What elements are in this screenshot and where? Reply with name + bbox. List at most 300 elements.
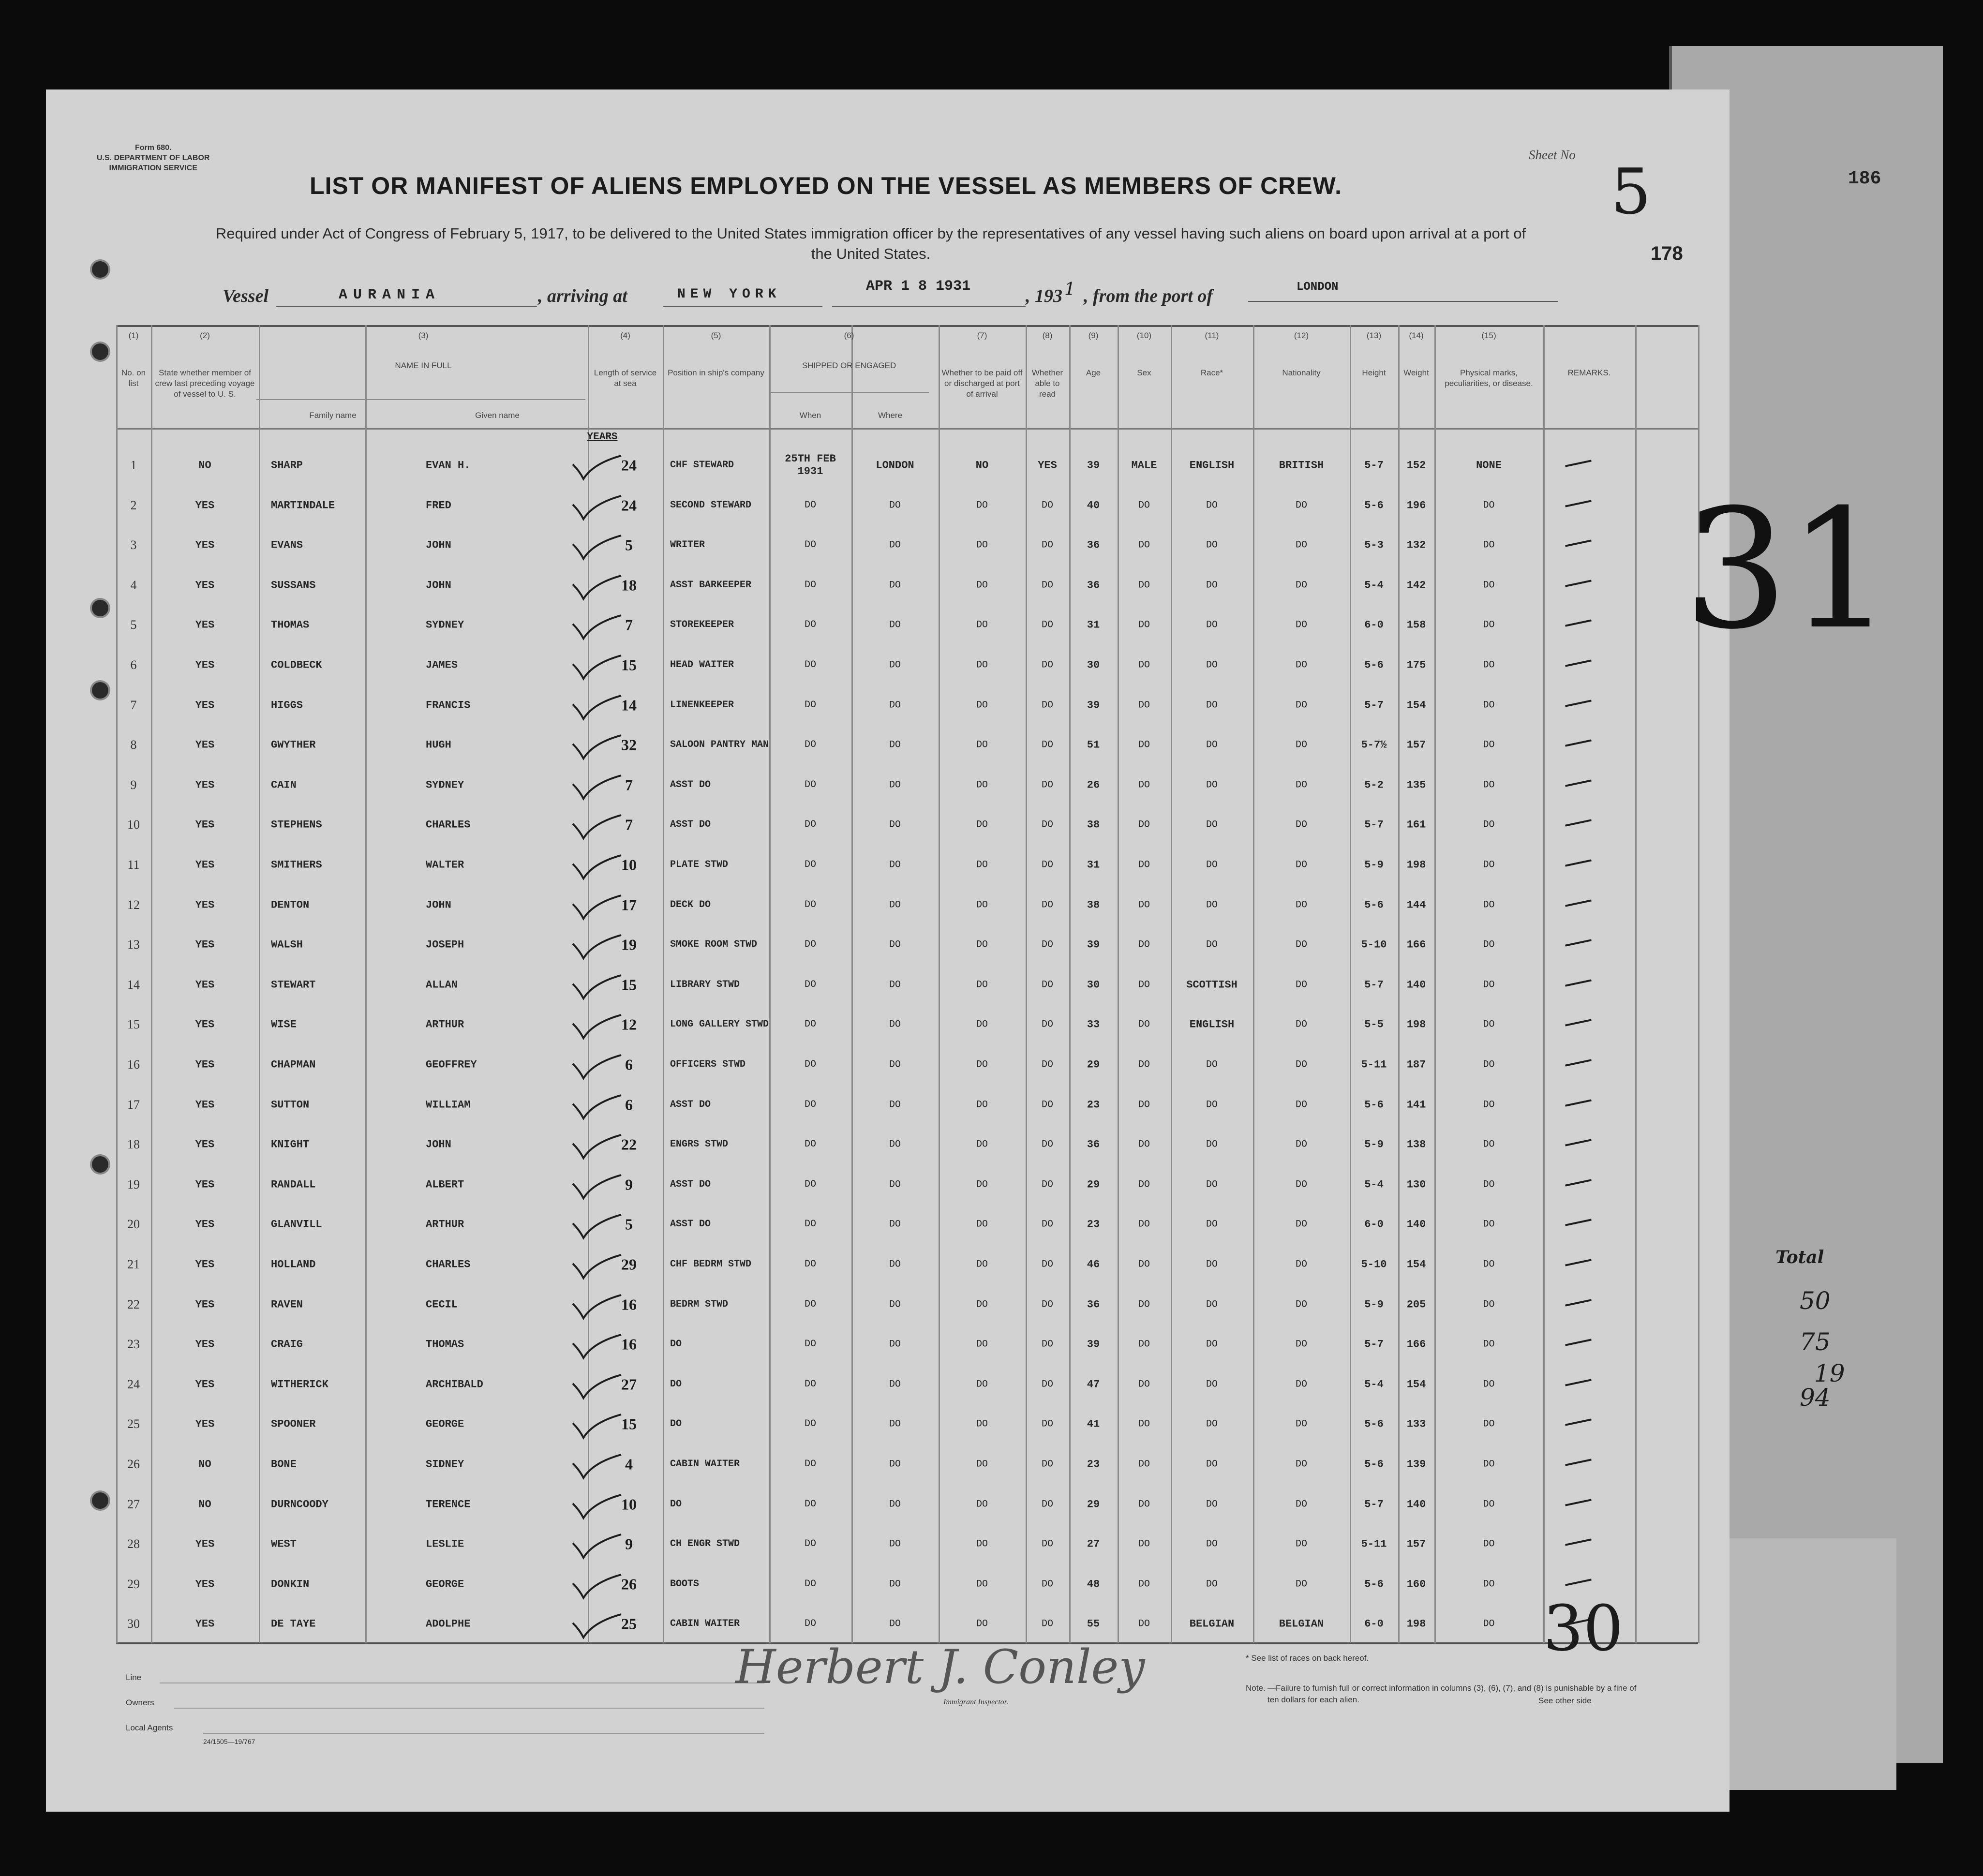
cell-weight: 140 — [1406, 979, 1426, 991]
cell-no: 21 — [127, 1257, 140, 1271]
cell-read: DO — [1041, 700, 1053, 711]
cell-sex: DO — [1138, 1459, 1150, 1470]
cell-weight: 139 — [1406, 1458, 1426, 1471]
cell-sex: DO — [1138, 659, 1150, 671]
column-number: (13) — [1366, 331, 1382, 340]
cell-age: 29 — [1087, 1058, 1100, 1071]
page-number: 178 — [1651, 243, 1683, 264]
cell-age: 30 — [1087, 979, 1100, 991]
cell-where: DO — [889, 1299, 901, 1310]
cell-age: 39 — [1087, 459, 1100, 472]
cell-when: DO — [804, 1459, 816, 1470]
cell-height: 5-6 — [1364, 899, 1384, 911]
cell-where: DO — [889, 659, 901, 671]
cell-family: WISE — [271, 1018, 297, 1031]
cell-where: DO — [889, 1618, 901, 1630]
cell-weight: 152 — [1406, 459, 1426, 472]
cell-when: DO — [804, 499, 816, 511]
punch-hole — [92, 343, 108, 360]
cell-nationality: DO — [1295, 1219, 1307, 1230]
cell-position: LONG GALLERY STWD — [670, 1019, 769, 1030]
cell-service: 29 — [621, 1255, 637, 1273]
cell-sex: DO — [1138, 1339, 1150, 1350]
cell-age: 36 — [1087, 579, 1100, 592]
cell-position: STOREKEEPER — [670, 619, 734, 631]
cell-read: YES — [1038, 459, 1057, 472]
cell-height: 5-6 — [1364, 1578, 1384, 1591]
cell-race: DO — [1206, 779, 1218, 791]
cell-age: 38 — [1087, 899, 1100, 911]
cell-race: DO — [1206, 739, 1218, 751]
cell-service: 5 — [625, 536, 633, 554]
cell-service: 5 — [625, 1215, 633, 1233]
cell-given: CHARLES — [426, 1258, 471, 1271]
cell-prev: YES — [195, 619, 215, 631]
column-header: Height — [1362, 368, 1386, 377]
cell-when: DO — [804, 1418, 816, 1430]
cell-where: DO — [889, 1059, 901, 1071]
cell-sex: DO — [1138, 1099, 1150, 1111]
cell-marks: DO — [1483, 1499, 1495, 1510]
cell-no: 17 — [127, 1097, 140, 1112]
check-mark-icon — [571, 654, 624, 683]
cell-position: CH ENGR STWD — [670, 1538, 740, 1550]
cell-height: 5-4 — [1364, 579, 1384, 592]
from-port: LONDON — [1297, 281, 1339, 294]
column-subheader: When — [799, 411, 821, 420]
cell-weight: 157 — [1406, 1538, 1426, 1550]
total-value-3: 19 — [1814, 1359, 1845, 1387]
cell-race: ENGLISH — [1189, 1018, 1235, 1031]
cell-when: DO — [804, 1339, 816, 1350]
cell-paid: DO — [976, 939, 988, 951]
totals-label: Total — [1775, 1247, 1824, 1267]
cell-given: TERENCE — [426, 1498, 471, 1511]
page-subtitle: Required under Act of Congress of February 5, 1917, to be delivered to the United States immigration officer by the representatives of any vessel having such aliens on board upon arrival at a port of the United States. — [215, 225, 1526, 262]
cell-where: DO — [889, 1099, 901, 1111]
cell-nationality: DO — [1295, 1418, 1307, 1430]
cell-race: DO — [1206, 1099, 1218, 1111]
cell-nationality: DO — [1295, 819, 1307, 831]
cell-given: HUGH — [426, 739, 451, 751]
cell-nationality: DO — [1295, 1499, 1307, 1510]
cell-race: DO — [1206, 539, 1218, 551]
stamp-number: 186 — [1848, 168, 1881, 189]
cell-service: 18 — [621, 576, 637, 594]
cell-given: JOSEPH — [426, 938, 464, 951]
cell-sex: DO — [1138, 899, 1150, 911]
cell-family: BONE — [271, 1458, 297, 1471]
cell-when: DO — [804, 779, 816, 790]
arriving-label: , arriving at — [538, 286, 627, 306]
column-number: (10) — [1136, 331, 1152, 340]
cell-family: RANDALL — [271, 1178, 316, 1191]
cell-weight: 157 — [1406, 739, 1426, 751]
cell-sex: DO — [1138, 700, 1150, 711]
cell-prev: YES — [195, 499, 215, 512]
cell-where: DO — [889, 859, 901, 871]
cell-sex: DO — [1138, 1299, 1150, 1310]
cell-read: DO — [1041, 1179, 1053, 1191]
check-mark-icon — [571, 1453, 624, 1482]
cell-position: ASST BARKEEPER — [670, 579, 752, 591]
column-number: (12) — [1294, 331, 1309, 340]
cell-nationality: DO — [1295, 659, 1307, 671]
cell-read: DO — [1041, 539, 1053, 551]
column-number: (1) — [128, 331, 139, 340]
cell-when: DO — [804, 1059, 816, 1070]
cell-paid: DO — [976, 1019, 988, 1030]
cell-marks: DO — [1483, 500, 1495, 511]
cell-family: CAIN — [271, 779, 297, 791]
cell-no: 29 — [127, 1577, 140, 1591]
cell-family: DONKIN — [271, 1578, 310, 1591]
cell-marks: DO — [1483, 739, 1495, 751]
cell-where: DO — [889, 539, 901, 551]
cell-when: DO — [804, 1099, 816, 1110]
cell-nationality: DO — [1295, 1299, 1307, 1310]
cell-read: DO — [1041, 1538, 1053, 1550]
cell-nationality: DO — [1295, 1139, 1307, 1150]
cell-weight: 140 — [1406, 1498, 1426, 1511]
column-subheader: Given name — [475, 411, 520, 420]
cell-where: DO — [889, 1179, 901, 1191]
cell-prev: YES — [195, 1258, 215, 1271]
cell-position: DO — [670, 1418, 682, 1430]
cell-where: DO — [889, 500, 901, 511]
column-header: No. on list — [121, 368, 146, 388]
vessel-label: Vessel — [223, 286, 268, 306]
cell-read: DO — [1041, 1059, 1053, 1071]
cell-weight: 132 — [1406, 539, 1426, 551]
cell-nationality: DO — [1295, 979, 1307, 991]
cell-prev: YES — [195, 1099, 215, 1111]
cell-nationality: DO — [1295, 1059, 1307, 1071]
cell-where: DO — [889, 1418, 901, 1430]
cell-height: 5-2 — [1364, 779, 1384, 791]
cell-when: DO — [804, 1618, 816, 1630]
column-header: NAME IN FULL — [395, 361, 452, 370]
cell-no: 5 — [130, 618, 137, 632]
cell-age: 29 — [1087, 1178, 1100, 1191]
cell-race: DO — [1206, 1578, 1218, 1590]
cell-race: DO — [1206, 1219, 1218, 1230]
cell-no: 8 — [130, 738, 137, 752]
service: IMMIGRATION SERVICE — [109, 164, 197, 172]
cell-paid: DO — [976, 1618, 988, 1630]
column-header: REMARKS. — [1567, 368, 1611, 377]
cell-given: LESLIE — [426, 1538, 464, 1550]
cell-marks: DO — [1483, 1538, 1495, 1550]
cell-service: 6 — [625, 1096, 633, 1114]
cell-given: ALLAN — [426, 979, 458, 991]
cell-prev: YES — [195, 1578, 215, 1591]
cell-when: DO — [804, 819, 816, 831]
cell-age: 23 — [1087, 1099, 1100, 1111]
cell-family: WITHERICK — [271, 1378, 328, 1391]
cell-height: 5-6 — [1364, 499, 1384, 512]
cell-weight: 205 — [1406, 1298, 1426, 1311]
cell-family: CRAIG — [271, 1338, 303, 1351]
cell-height: 5-7 — [1364, 459, 1384, 472]
cell-no: 26 — [127, 1457, 140, 1471]
cell-no: 23 — [127, 1337, 140, 1352]
cell-prev: YES — [195, 1618, 215, 1630]
cell-no: 27 — [127, 1497, 140, 1511]
cell-family: GWYTHER — [271, 739, 316, 751]
cell-paid: DO — [976, 1459, 988, 1470]
cell-race: DO — [1206, 1139, 1218, 1150]
cell-weight: 135 — [1406, 779, 1426, 791]
column-header: Length of service at sea — [594, 368, 657, 388]
check-mark-icon — [571, 1173, 624, 1202]
cell-nationality: DO — [1295, 859, 1307, 871]
cell-given: JAMES — [426, 659, 458, 671]
check-mark-icon — [571, 694, 624, 723]
cell-height: 5-7 — [1364, 979, 1384, 991]
cell-nationality: DO — [1295, 1259, 1307, 1270]
check-mark-icon — [571, 893, 624, 923]
cell-no: 2 — [130, 498, 137, 512]
cell-age: 23 — [1087, 1458, 1100, 1471]
race-note: * See list of races on back hereof. — [1246, 1653, 1369, 1663]
cell-prev: YES — [195, 779, 215, 791]
cell-age: 33 — [1087, 1018, 1100, 1031]
cell-when: DO — [804, 579, 816, 591]
check-mark-icon — [571, 1013, 624, 1042]
cell-age: 26 — [1087, 779, 1100, 791]
cell-when: DO — [804, 1019, 816, 1030]
check-mark-icon — [571, 1373, 624, 1402]
column-number: (6) — [844, 331, 854, 340]
from-port-label: , from the port of — [1084, 286, 1213, 306]
cell-prev: YES — [195, 539, 215, 551]
cell-paid: DO — [976, 859, 988, 871]
cell-no: 3 — [130, 538, 137, 552]
cell-height: 5-7 — [1364, 699, 1384, 712]
cell-prev: YES — [195, 579, 215, 592]
cell-nationality: DO — [1295, 539, 1307, 551]
cell-sex: DO — [1138, 1379, 1150, 1390]
cell-position: DO — [670, 1378, 682, 1390]
cell-marks: DO — [1483, 1418, 1495, 1430]
cell-no: 16 — [127, 1057, 140, 1072]
cell-given: JOHN — [426, 539, 451, 551]
print-code: 24/1505—19/767 — [203, 1738, 255, 1745]
column-header: Position in ship's company — [668, 368, 764, 377]
cell-height: 5-9 — [1364, 859, 1384, 871]
cell-when: DO — [804, 739, 816, 751]
cell-race: DO — [1206, 500, 1218, 511]
cell-race: DO — [1206, 1339, 1218, 1350]
check-mark-icon — [571, 613, 624, 642]
cell-given: ADOLPHE — [426, 1618, 471, 1630]
punch-hole — [92, 1156, 108, 1173]
cell-no: 10 — [127, 818, 140, 832]
cell-read: DO — [1041, 1139, 1053, 1150]
cell-position: LIBRARY STWD — [670, 979, 740, 990]
cell-weight: 154 — [1406, 1378, 1426, 1391]
cell-position: PLATE STWD — [670, 859, 729, 870]
cell-service: 22 — [621, 1135, 637, 1153]
cell-position: ASST DO — [670, 1099, 711, 1110]
cell-nationality: DO — [1295, 619, 1307, 631]
cell-position: SECOND STEWARD — [670, 499, 752, 511]
cell-age: 55 — [1087, 1618, 1100, 1630]
cell-family: HOLLAND — [271, 1258, 316, 1271]
cell-given: SYDNEY — [426, 619, 464, 631]
cell-family: STEWART — [271, 979, 316, 991]
cell-where: DO — [889, 1459, 901, 1470]
cell-age: 39 — [1087, 938, 1100, 951]
cell-paid: DO — [976, 619, 988, 631]
cell-height: 5-7½ — [1361, 739, 1387, 751]
cell-nationality: DO — [1295, 899, 1307, 911]
cell-paid: DO — [976, 1219, 988, 1230]
check-mark-icon — [571, 1333, 624, 1362]
cell-nationality: DO — [1295, 1538, 1307, 1550]
cell-sex: DO — [1138, 1538, 1150, 1550]
cell-read: DO — [1041, 1219, 1053, 1230]
margin-number: 31 — [1684, 474, 1893, 666]
cell-paid: DO — [976, 1379, 988, 1390]
cell-when: DO — [804, 1498, 816, 1510]
cell-service: 26 — [621, 1575, 637, 1593]
cell-weight: 140 — [1406, 1218, 1426, 1231]
cell-weight: 158 — [1406, 619, 1426, 631]
cell-race: DO — [1206, 1538, 1218, 1550]
cell-age: 31 — [1087, 859, 1100, 871]
line-label: Line — [126, 1673, 142, 1682]
cell-marks: DO — [1483, 1618, 1495, 1630]
cell-position: CHF STEWARD — [670, 460, 734, 471]
cell-where: DO — [889, 1259, 901, 1270]
cell-given: JOHN — [426, 1138, 451, 1151]
cell-position: ASST DO — [670, 1178, 711, 1190]
cell-when: DO — [804, 1139, 816, 1150]
cell-age: 48 — [1087, 1578, 1100, 1591]
cell-given: FRANCIS — [426, 699, 471, 712]
cell-nationality: DO — [1295, 939, 1307, 951]
check-mark-icon — [571, 1093, 624, 1122]
cell-nationality: DO — [1295, 739, 1307, 751]
cell-sex: DO — [1138, 1578, 1150, 1590]
cell-position: DO — [670, 1339, 682, 1350]
check-mark-icon — [571, 534, 624, 563]
cell-height: 6-0 — [1364, 1618, 1384, 1630]
column-subheader: Family name — [309, 411, 357, 420]
cell-marks: DO — [1483, 1299, 1495, 1310]
cell-service: 10 — [621, 856, 637, 874]
cell-service: 24 — [621, 496, 637, 514]
cell-height: 5-7 — [1364, 1498, 1384, 1511]
cell-no: 19 — [127, 1177, 140, 1191]
cell-race: DO — [1206, 1499, 1218, 1510]
cell-where: LONDON — [876, 459, 914, 472]
cell-when: DO — [804, 1178, 816, 1190]
cell-sex: DO — [1138, 1059, 1150, 1071]
cell-where: DO — [889, 779, 901, 791]
cell-weight: 187 — [1406, 1058, 1426, 1071]
cell-paid: DO — [976, 1259, 988, 1270]
cell-prev: YES — [195, 899, 215, 911]
cell-where: DO — [889, 899, 901, 911]
cell-sex: DO — [1138, 1259, 1150, 1270]
cell-race: DO — [1206, 659, 1218, 671]
cell-prev: YES — [195, 699, 215, 712]
cell-position: DECK DO — [670, 899, 711, 910]
check-mark-icon — [571, 973, 624, 1002]
years-label: YEARS — [587, 432, 618, 443]
cell-height: 5-3 — [1364, 539, 1384, 551]
cell-position: CHF BEDRM STWD — [670, 1259, 752, 1270]
cell-prev: NO — [198, 459, 211, 472]
cell-given: ARCHIBALD — [426, 1378, 483, 1391]
cell-service: 15 — [621, 656, 637, 674]
cell-paid: DO — [976, 1339, 988, 1350]
cell-where: DO — [889, 979, 901, 991]
cell-when: DO — [804, 979, 816, 990]
cell-prev: YES — [195, 1018, 215, 1031]
cell-age: 36 — [1087, 539, 1100, 551]
check-mark-icon — [571, 1053, 624, 1082]
column-number: (8) — [1042, 331, 1053, 340]
column-header: Sex — [1137, 368, 1151, 377]
cell-marks: DO — [1483, 979, 1495, 991]
cell-no: 22 — [127, 1297, 140, 1311]
cell-paid: DO — [976, 659, 988, 671]
check-mark-icon — [571, 1413, 624, 1442]
cell-weight: 142 — [1406, 579, 1426, 592]
cell-age: 38 — [1087, 819, 1100, 831]
column-header: Nationality — [1282, 368, 1321, 377]
cell-weight: 130 — [1406, 1178, 1426, 1191]
department: U.S. DEPARTMENT OF LABOR — [97, 154, 210, 162]
cell-no: 30 — [127, 1617, 140, 1631]
cell-position: WRITER — [670, 539, 705, 551]
cell-sex: DO — [1138, 539, 1150, 551]
cell-read: DO — [1041, 1099, 1053, 1111]
cell-read: DO — [1041, 859, 1053, 871]
column-number: (7) — [977, 331, 987, 340]
cell-when: DO — [804, 659, 816, 670]
cell-position: HEAD WAITER — [670, 659, 734, 670]
cell-position: ASST DO — [670, 819, 711, 831]
cell-where: DO — [889, 1379, 901, 1390]
cell-read: DO — [1041, 1019, 1053, 1030]
cell-height: 5-6 — [1364, 659, 1384, 671]
cell-position: DO — [670, 1498, 682, 1510]
cell-paid: DO — [976, 580, 988, 591]
cell-nationality: DO — [1295, 1099, 1307, 1111]
cell-position: CABIN WAITER — [670, 1459, 740, 1470]
cell-height: 5-7 — [1364, 1338, 1384, 1351]
cell-nationality: DO — [1295, 1459, 1307, 1470]
cell-sex: DO — [1138, 859, 1150, 871]
cell-service: 6 — [625, 1056, 633, 1073]
cell-read: DO — [1041, 1618, 1053, 1630]
cell-marks: DO — [1483, 1099, 1495, 1111]
cell-service: 7 — [625, 616, 633, 634]
cell-age: 39 — [1087, 1338, 1100, 1351]
cell-no: 15 — [127, 1017, 140, 1032]
cell-where: DO — [889, 580, 901, 591]
cell-paid: NO — [975, 459, 989, 472]
inspector-signature: Herbert J. Conley — [735, 1640, 1145, 1694]
cell-height: 5-6 — [1364, 1099, 1384, 1111]
cell-paid: DO — [976, 739, 988, 751]
cell-sex: DO — [1138, 779, 1150, 791]
